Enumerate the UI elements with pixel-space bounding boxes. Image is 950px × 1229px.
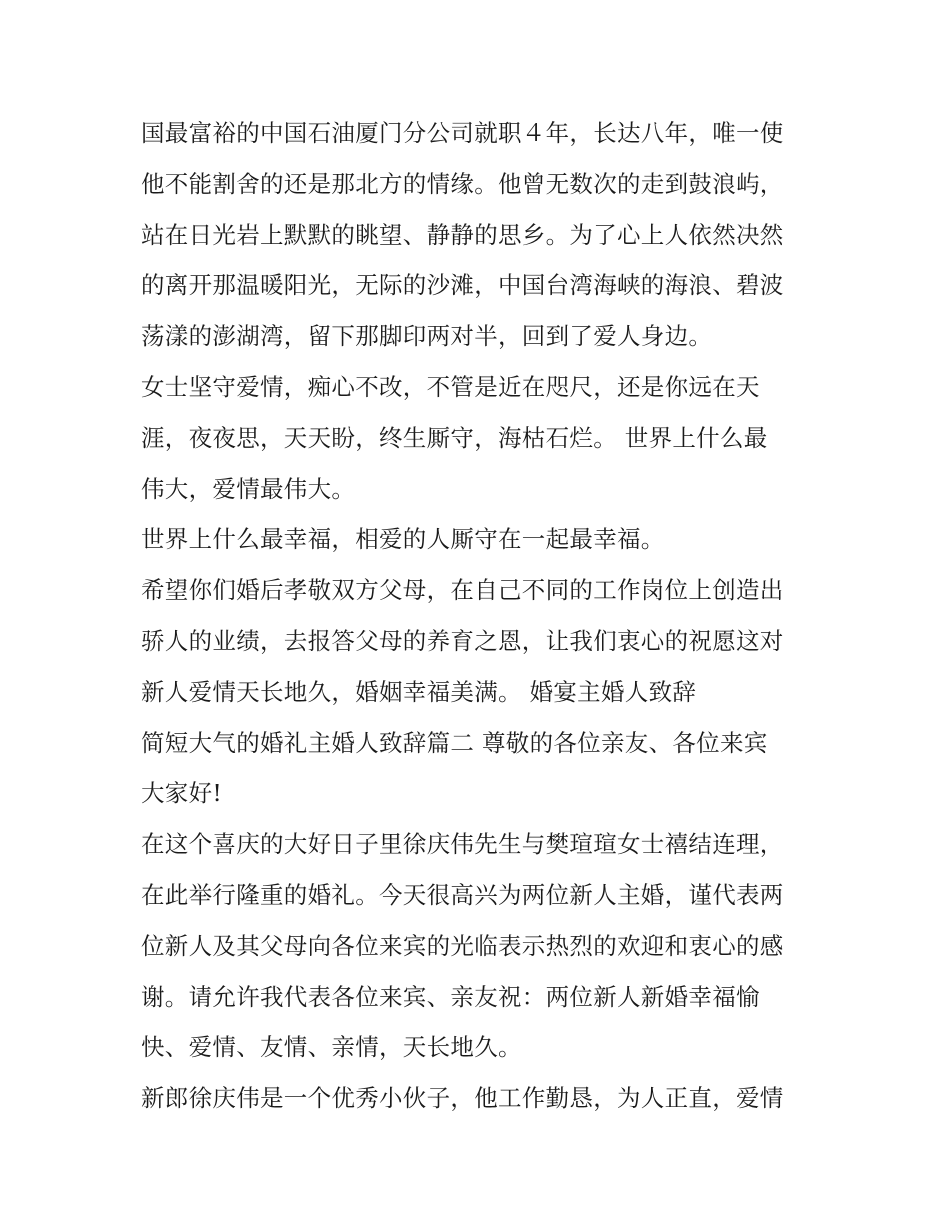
text-line: 站在日光岩上默默的眺望、静静的思乡。为了心上人依然决然 bbox=[141, 220, 784, 249]
text-line: 希望你们婚后孝敬双方父母，在自己不同的工作岗位上创造出 bbox=[141, 576, 784, 605]
text-line: 新人爱情天长地久，婚姻幸福美满。 婚宴主婚人致辞 bbox=[141, 677, 697, 706]
text-line: 大家好! bbox=[141, 779, 223, 808]
text-line: 谢。请允许我代表各位来宾、亲友祝：两位新人新婚幸福愉 bbox=[141, 982, 760, 1011]
text-line: 他不能割舍的还是那北方的情缘。他曾无数次的走到鼓浪屿， bbox=[141, 169, 784, 198]
document-body bbox=[141, 108, 821, 1124]
text-line: 位新人及其父母向各位来宾的光临表示热烈的欢迎和衷心的感 bbox=[141, 931, 784, 960]
text-line: 国最富裕的中国石油厦门分公司就职４年，长达八年，唯一使 bbox=[141, 119, 784, 147]
text-line: 荡漾的澎湖湾，留下那脚印两对半，回到了爱人身边。 bbox=[141, 322, 713, 351]
text-line: 女士坚守爱情，痴心不改，不管是近在咫尺，还是你远在天 bbox=[141, 372, 760, 401]
text-line: 世界上什么最幸福，相爱的人厮守在一起最幸福。 bbox=[141, 525, 665, 554]
text-line: 快、爱情、友情、亲情，天长地久。 bbox=[141, 1033, 522, 1062]
text-line: 简短大气的婚礼主婚人致辞篇二 尊敬的各位亲友、各位来宾 bbox=[141, 728, 768, 757]
text-line: 在此举行隆重的婚礼。今天很高兴为两位新人主婚，谨代表两 bbox=[141, 880, 784, 909]
text-line: 伟大，爱情最伟大。 bbox=[141, 474, 356, 503]
text-line: 涯，夜夜思，天天盼，终生厮守，海枯石烂。 世界上什么最 bbox=[141, 423, 768, 452]
text-line: 的离开那温暖阳光，无际的沙滩，中国台湾海峡的海浪、碧波 bbox=[141, 271, 784, 300]
text-line: 骄人的业绩，去报答父母的养育之恩，让我们衷心的祝愿这对 bbox=[141, 626, 784, 655]
text-line: 新郎徐庆伟是一个优秀小伙子，他工作勤恳，为人正直，爱情 bbox=[141, 1084, 784, 1113]
text-line: 在这个喜庆的大好日子里徐庆伟先生与樊瑄瑄女士禧结连理， bbox=[141, 830, 784, 859]
